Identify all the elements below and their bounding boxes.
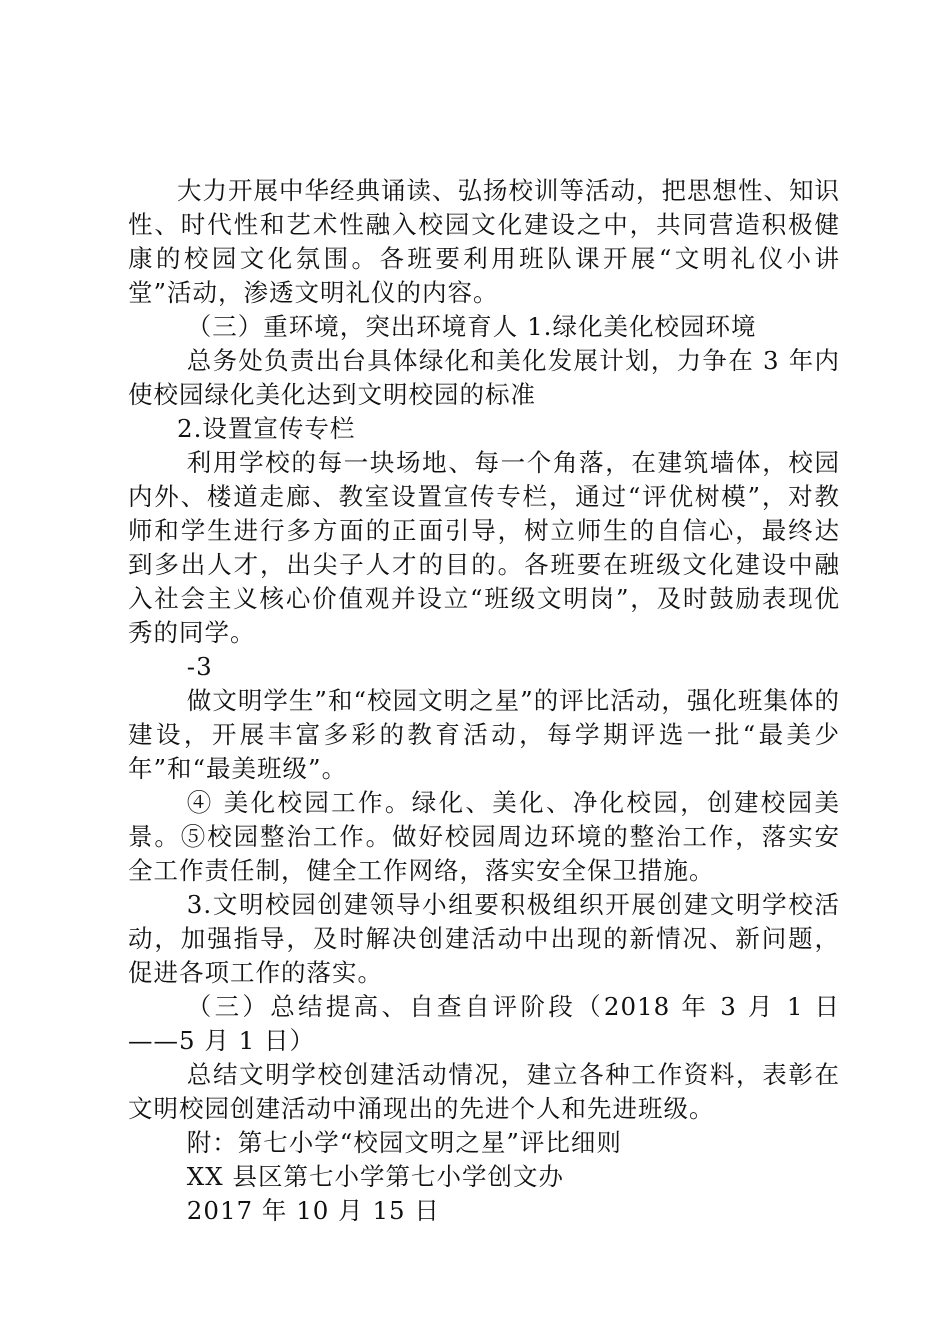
- document-body: [128, 174, 840, 1228]
- issuing-office: XX 县区第七小学第七小学创文办: [186, 1162, 564, 1191]
- paragraph-beautify-campus: ④ 美化校园工作。绿化、美化、净化校园，创建校园美景。⑤校园整治工作。做好校园周边环境的整治工作，落实安全工作责任制，健全工作网络，落实安全保卫措施。: [128, 788, 840, 885]
- section-heading-summary-stage: （三）总结提高、自查自评阶段（2018 年 3 月 1 日——5 月 1 日）: [128, 992, 840, 1055]
- paragraph-cultural-activities: 大力开展中华经典诵读、弘扬校训等活动，把思想性、知识性、时代性和艺术性融入校园文化建设之中，共同营造积极健康的校园文化氛围。各班要利用班队课开展“文明礼仪小讲堂”活动，渗透文明礼仪的内容。: [128, 176, 840, 307]
- subheading-publicity-column: 2.设置宣传专栏: [177, 414, 356, 443]
- paragraph-civilized-student: 做文明学生”和“校园文明之星”的评比活动，强化班集体的建设，开展丰富多彩的教育活动，每学期评选一批“最美少年”和“最美班级”。: [128, 686, 840, 783]
- paragraph-publicity-column: 利用学校的每一块场地、每一个角落，在建筑墙体，校园内外、楼道走廊、教室设置宣传专栏，通过“评优树模”，对教师和学生进行多方面的正面引导，树立师生的自信心，最终达到多出人才，出尖子人才的目的。各班要在班级文化建设中融入社会主义核心价值观并设立“班级文明岗”，及时鼓励表现优秀的同学。: [128, 448, 840, 647]
- section-heading-environment: （三）重环境，突出环境育人 1.绿化美化校园环境: [186, 312, 757, 341]
- paragraph-summary: 总结文明学校创建活动情况，建立各种工作资料，表彰在文明校园创建活动中涌现出的先进个人和先进班级。: [128, 1060, 840, 1123]
- paragraph-greening-plan: 总务处负责出台具体绿化和美化发展计划，力争在 3 年内使校园绿化美化达到文明校园的标准: [128, 346, 840, 409]
- attachment-note: 附：第七小学“校园文明之星”评比细则: [186, 1128, 622, 1157]
- issue-date: 2017 年 10 月 15 日: [186, 1196, 440, 1225]
- page-number-fragment: -3: [186, 652, 213, 681]
- paragraph-leadership-group: 3.文明校园创建领导小组要积极组织开展创建文明学校活动，加强指导，及时解决创建活动中出现的新情况、新问题，促进各项工作的落实。: [128, 890, 840, 987]
